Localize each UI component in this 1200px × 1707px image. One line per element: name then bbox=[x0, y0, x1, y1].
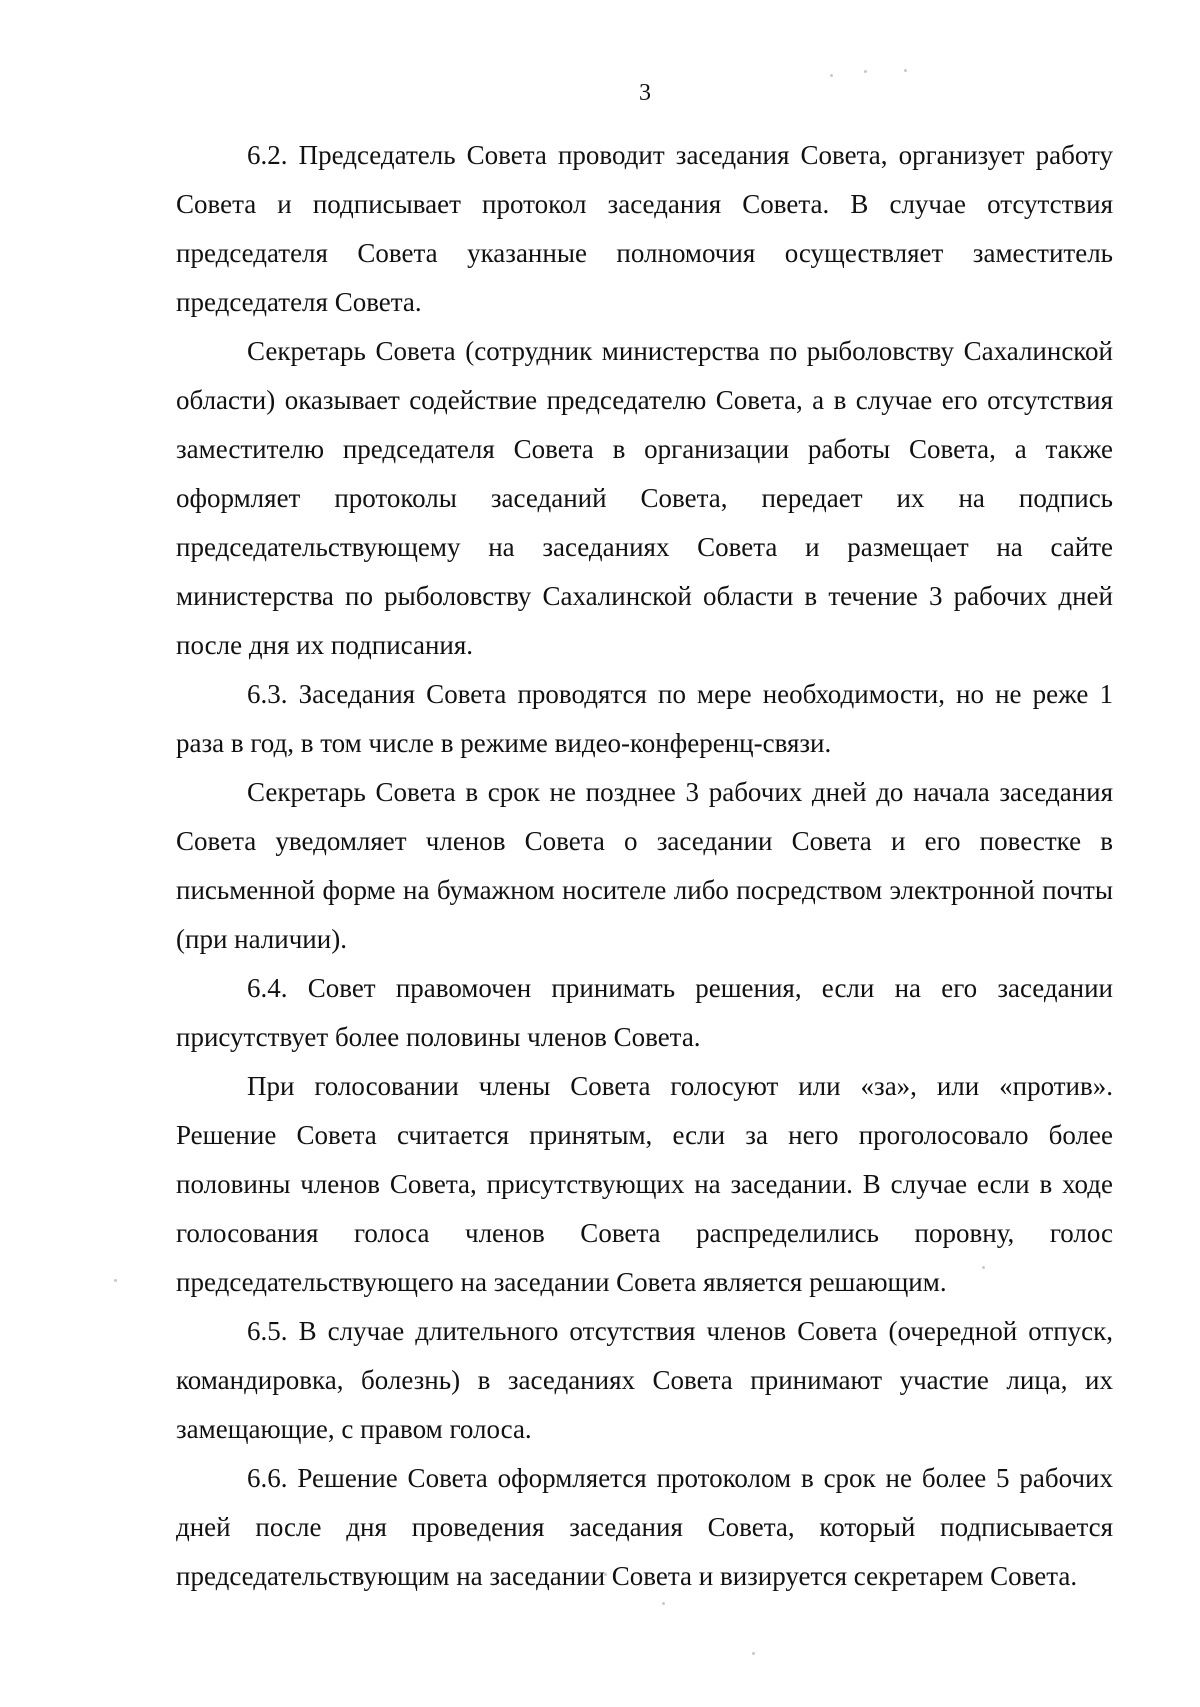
page-number: 3 bbox=[639, 80, 651, 106]
scan-speck bbox=[904, 69, 907, 72]
paragraph-6-5: 6.5. В случае длительного отсутствия членов Совета (очередной отпуск, командировка, болезнь) в заседаниях Совета принимают участие лица, их замещающие, с правом голоса. bbox=[176, 1316, 1113, 1444]
paragraph-meeting-notice: Секретарь Совета в срок не позднее 3 рабочих дней до начала заседания Совета уведомляет членов Совета о заседании Совета и его повестке в письменной форме на бумажном носителе либо посредством электронной почты (при наличии). bbox=[176, 777, 1113, 954]
scan-speck bbox=[864, 70, 867, 73]
paragraph-6-2: 6.2. Председатель Совета проводит заседания Совета, организует работу Совета и подписывает протокол заседания Совета. В случае отсутствия председателя Совета указанные полномочия осуществляет заместитель председателя Совета. bbox=[176, 140, 1113, 317]
scan-speck bbox=[662, 1602, 665, 1605]
document-body bbox=[176, 131, 1113, 1601]
paragraph-6-6: 6.6. Решение Совета оформляется протоколом в срок не более 5 рабочих дней после дня проведения заседания Совета, который подписывается председательствующим на заседании Совета и визируется секретарем Совета. bbox=[176, 1463, 1113, 1591]
paragraph-6-3: 6.3. Заседания Совета проводятся по мере необходимости, но не реже 1 раза в год, в том числе в режиме видео-конференц-связи. bbox=[176, 679, 1113, 758]
scan-speck bbox=[752, 1652, 755, 1655]
paragraph-voting: При голосовании члены Совета голосуют или «за», или «против». Решение Совета считается принятым, если за него проголосовало более половины членов Совета, присутствующих на заседании. В случае если в ходе голосования голоса членов Совета распределились поровну, голос председательствующего на заседании Совета является решающим. bbox=[176, 1071, 1113, 1297]
paragraph-6-4: 6.4. Совет правомочен принимать решения, если на его заседании присутствует более половины членов Совета. bbox=[176, 973, 1113, 1052]
paragraph-secretary-duties: Секретарь Совета (сотрудник министерства по рыболовству Сахалинской области) оказывает содействие председателю Совета, а в случае его отсутствия заместителю председателя Совета в организации работы Совета, а также оформляет протоколы заседаний Совета, передает их на подпись председательствующему на заседаниях Совета и размещает на сайте министерства по рыболовству Сахалинской области в течение 3 рабочих дней после дня их подписания. bbox=[176, 336, 1113, 660]
scan-speck bbox=[830, 74, 833, 77]
scan-speck bbox=[114, 1279, 117, 1282]
